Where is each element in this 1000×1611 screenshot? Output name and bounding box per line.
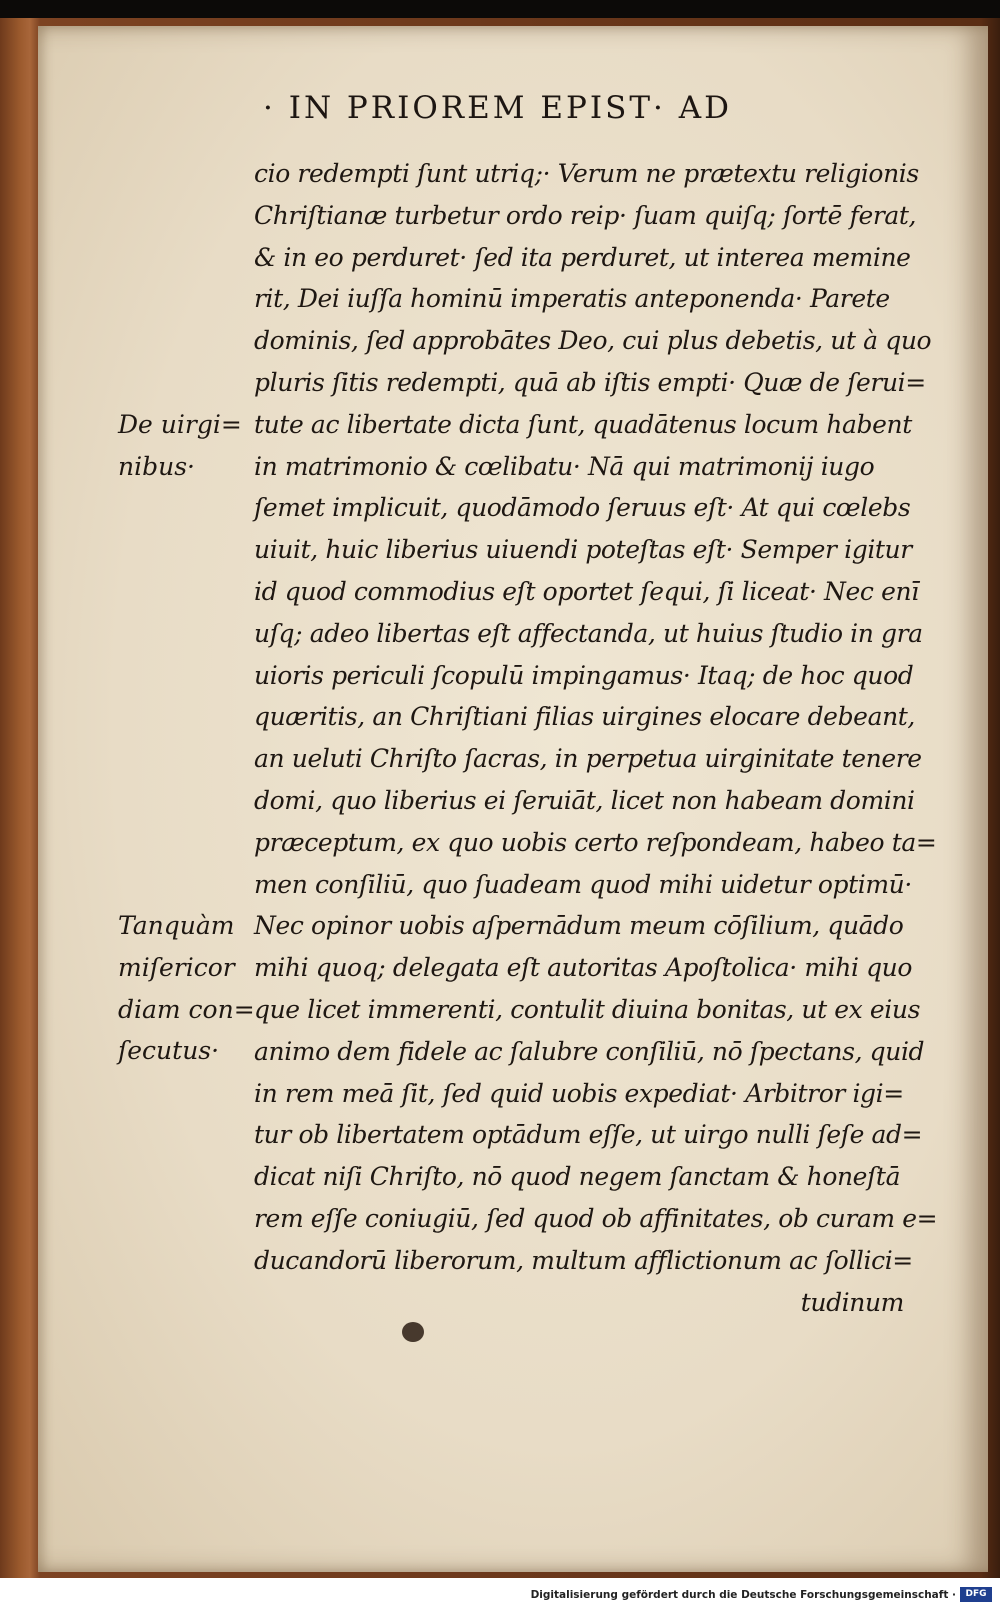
- text-line: quæritis, an Chriſtiani filias uirgines elocare debeant,: [254, 702, 915, 732]
- main-text-block: [254, 153, 938, 1323]
- text-line: in rem meā ſit, ſed quid uobis expediat· Arbitror igi=: [254, 1078, 904, 1108]
- ink-blot: [402, 1322, 424, 1342]
- text-line: & in eo perduret· ſed ita perduret, ut interea memine: [254, 242, 911, 272]
- text-line: ducandorū liberorum, multum afflictionum ac ſollici=: [254, 1245, 913, 1275]
- text-line: ſemet implicuit, quodāmodo ſeruus eſt· At qui cœlebs: [254, 493, 911, 523]
- dfg-logo: DFG: [960, 1587, 992, 1602]
- margin-note-line: Tanquàm: [118, 911, 235, 940]
- text-line: rit, Dei iuſſa hominū imperatis anteponenda· Parete: [254, 284, 890, 314]
- text-line: an ueluti Chriſto ſacras, in perpetua uirginitate tenere: [254, 744, 922, 774]
- footer-credit: Digitalisierung gefördert durch die Deutsche Forschungsgemeinschaft ·: [530, 1589, 956, 1601]
- footer-bar: [0, 1578, 1000, 1611]
- text-line: cio redempti ſunt utriq;· Verum ne prætextu religionis: [254, 159, 919, 188]
- margin-note-misericordia: [118, 905, 268, 1072]
- text-line: tute ac libertate dicta ſunt, quadātenus locum habent: [254, 409, 912, 439]
- text-line: præceptum, ex quo uobis certo reſpondeam, habeo ta=: [254, 827, 937, 857]
- text-line: in matrimonio & cœlibatu· Nā qui matrimonij iugo: [254, 451, 875, 481]
- text-line: Nec opinor uobis aſpernādum meum cōſilium, quādo: [254, 911, 904, 941]
- text-line: animo dem fidele ac ſalubre conſiliū, nō ſpectans, quid: [254, 1036, 925, 1066]
- text-line: rem eſſe coniugiū, ſed quod ob affinitates, ob curam e=: [254, 1203, 938, 1233]
- text-line: tur ob libertatem optādum eſſe, ut uirgo nulli ſeſe ad=: [254, 1120, 923, 1150]
- text-line: mihi quoq; delegata eſt autoritas Apoſtolica· mihi quo: [254, 953, 913, 983]
- text-line: Chriſtianæ turbetur ordo reip· ſuam quiſq; ſortē ferat,: [254, 200, 917, 230]
- text-line: uſq; adeo libertas eſt affectanda, ut huius ſtudio in gra: [254, 618, 923, 648]
- margin-note-line: miſericor: [118, 952, 235, 982]
- text-line: pluris ſitis redempti, quā ab iſtis empti· Quæ de ſerui=: [254, 367, 926, 397]
- text-line: uiuit, huic liberius uiuendi poteſtas eſt· Semper igitur: [254, 535, 912, 565]
- margin-note-virgins: [118, 404, 268, 488]
- text-line: id quod commodius eſt oportet ſequi, ſi liceat· Nec enī: [254, 576, 919, 606]
- text-line: domi, quo liberius ei ſeruiāt, licet non habeam domini: [254, 785, 915, 815]
- margin-note-line: ſecutus·: [118, 1036, 220, 1066]
- margin-note-line: nibus·: [118, 451, 195, 481]
- catchword: tudinum: [800, 1287, 904, 1317]
- margin-note-line: De uirgi=: [118, 410, 242, 439]
- running-head: · IN PRIOREM EPIST· AD: [263, 90, 732, 126]
- text-line: dominis, ſed approbātes Deo, cui plus debetis, ut à quo: [254, 326, 932, 356]
- text-line: que licet immerenti, contulit diuina bonitas, ut ex eius: [254, 994, 921, 1024]
- text-line: dicat niſi Chriſto, nō quod negem ſanctam & honeſtā: [254, 1162, 901, 1192]
- text-line: uioris periculi ſcopulū impingamus· Itaq; de hoc quod: [254, 660, 914, 690]
- top-bar: [0, 0, 1000, 18]
- margin-note-line: diam con=: [118, 994, 255, 1024]
- text-line: men conſiliū, quo ſuadeam quod mihi uidetur optimū·: [254, 869, 912, 899]
